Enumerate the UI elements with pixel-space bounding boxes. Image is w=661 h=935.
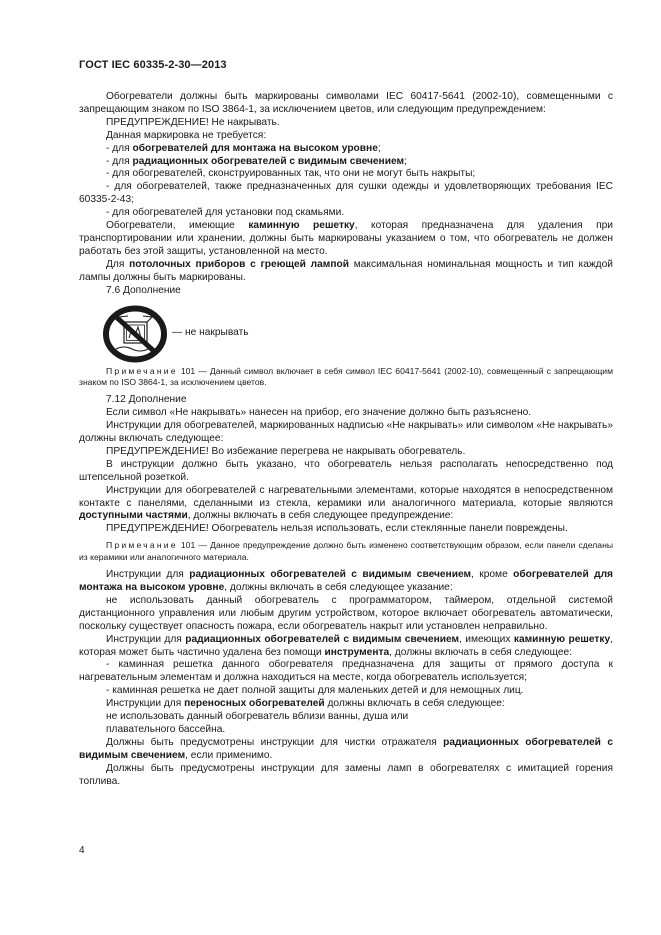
paragraph: В инструкции должно быть указано, что обогреватель нельзя располагать непосредственно под штепсельной розеткой. <box>79 458 613 483</box>
paragraph: Если символ «Не накрывать» нанесен на прибор, его значение должно быть разъяснено. <box>106 407 532 419</box>
list-item: - каминная решетка данного обогревателя предназначена для защиты от прямого доступа к нагревательным элементам и должна находиться на месте, когда обогреватель используется; <box>79 659 613 684</box>
paragraph-text: , которая предназначена для удаления при транспортировании или хранении, должны быть маркированы указанием о том, что обогреватель не должен работать без этой защиты, установленной на место. <box>79 220 613 257</box>
warning-text: ПРЕДУПРЕЖДЕНИЕ! Не накрывать. <box>106 116 280 128</box>
paragraph-text: максимальная номинальная мощность и тип каждой лампы должны быть маркированы. <box>79 258 613 283</box>
note-text: 101 — Данное предупреждение должно быть изменено соответствующим образом, если панели сделаны из керамики или аналогичного материала. <box>79 540 613 562</box>
paragraph: не использовать данный обогреватель вблизи ванны, душа или <box>106 711 409 723</box>
list-text: - для <box>106 155 133 167</box>
document-header: ГОСТ IEC 60335-2-30—2013 <box>79 59 227 71</box>
list-text: - для <box>106 142 133 154</box>
paragraph: Должны быть предусмотрены инструкции для замены ламп в обогревателях с имитацией горения топлива. <box>79 762 613 787</box>
list-item: - каминная решетка не дает полной защиты для маленьких детей и для немощных лиц. <box>106 685 524 697</box>
warning-text: ПРЕДУПРЕЖДЕНИЕ! Во избежание перегрева не накрывать обогреватель. <box>106 445 466 457</box>
paragraph-text: , имеющих <box>459 633 514 645</box>
paragraph: не использовать данный обогреватель с программатором, таймером, отдельной системой дистанционного управления или любым другим устройством, которое включает обогреватель автоматически, поскольку существует опасность пожара, если обогреватель накрыт или установлен неправильно. <box>79 594 613 632</box>
paragraph-text: должны включать в себя следующее: <box>324 698 505 710</box>
defined-term: доступными частями <box>79 510 188 522</box>
section-heading: 7.6 Дополнение <box>106 284 181 296</box>
paragraph <box>79 569 613 595</box>
list-item: - для обогревателей, также предназначенных для сушки одежды и удовлетворяющих требования IEC 60335-2-43; <box>79 181 613 206</box>
page-number: 4 <box>79 845 85 856</box>
paragraph-text: , должны включать в себя следующее предупреждение: <box>187 510 454 522</box>
paragraph-text: Инструкции для обогревателей с нагревательными элементами, которые находятся в непосредственном контакте с панелями, сделанными из стекла, керамики или аналогичного материала, которые являются <box>79 484 613 509</box>
note-label: Примечание <box>106 540 178 551</box>
paragraph-text: , должны включать в себя следующее: <box>389 646 573 658</box>
paragraph-text: , если применимо. <box>185 749 273 761</box>
note-text: 101 — Данный символ включает в себя символ IEC 60417-5641 (2002-10), совмещенный с запрещающим знаком по ISO 3864-1, за исключением цветов. <box>79 365 613 387</box>
defined-term: каминную решетку <box>513 633 611 645</box>
paragraph <box>79 220 613 259</box>
paragraph <box>79 737 613 763</box>
list-text: ; <box>377 142 381 154</box>
section-heading: 7.12 Дополнение <box>106 394 187 406</box>
paragraph <box>79 698 613 711</box>
defined-term: обогревателей для монтажа на высоком уровне <box>132 142 378 154</box>
defined-term: радиационных обогревателей с видимым свечением <box>185 633 460 645</box>
defined-term: радиационных обогревателей с видимым свечением <box>79 736 613 761</box>
paragraph <box>79 259 613 285</box>
note <box>79 366 613 389</box>
defined-term: каминную решетку <box>248 220 355 232</box>
list-item <box>79 143 613 156</box>
do-not-cover-symbol-icon <box>102 305 168 363</box>
paragraph: Обогреватели должны быть маркированы символами IEC 60417-5641 (2002-10), совмещенными с запрещающим знаком по ISO 3864-1, за исключением цветов, или следующим предупреждением: <box>79 91 613 115</box>
paragraph: Данная маркировка не требуется: <box>106 129 267 141</box>
defined-term: радиационных обогревателей с видимым свечением <box>189 569 472 581</box>
list-item <box>79 156 613 169</box>
symbol-caption: — не накрывать <box>172 326 249 338</box>
symbol-figure <box>79 298 613 366</box>
paragraph-text: Инструкции для <box>106 633 186 645</box>
defined-term: инструмента <box>324 646 390 658</box>
paragraph-text: , должны включать в себя следующее указание: <box>224 582 453 593</box>
paragraph <box>79 634 613 660</box>
defined-term: обогревателей для монтажа на высоком уровне <box>79 569 613 593</box>
paragraph: плавательного бассейна. <box>106 723 226 735</box>
paragraph <box>79 485 613 524</box>
list-item: - для обогревателей для установки под скамьями. <box>106 207 345 219</box>
paragraph-text: Для <box>106 258 130 270</box>
document-body <box>79 91 613 789</box>
paragraph-text: , которая может быть частично удалена без помощи <box>79 633 614 658</box>
paragraph-text: Обогреватели, имеющие <box>106 220 249 232</box>
defined-term: переносных обогревателей <box>184 698 325 710</box>
list-text: ; <box>404 155 407 167</box>
defined-term: радиационных обогревателей с видимым свечением <box>132 155 405 167</box>
paragraph-text: Должны быть предусмотрены инструкции для чистки отражателя <box>106 736 444 748</box>
paragraph-text: , кроме <box>471 569 514 581</box>
warning-text: ПРЕДУПРЕЖДЕНИЕ! Обогреватель нельзя использовать, если стеклянные панели повреждены. <box>106 523 568 535</box>
note <box>79 540 613 563</box>
list-item: - для обогревателей, сконструированных так, что они не могут быть накрыты; <box>106 168 476 180</box>
paragraph: Инструкции для обогревателей, маркированных надписью «Не накрывать» или символом «Не накрывать» должны включать следующее: <box>79 420 613 445</box>
paragraph-text: Инструкции для <box>106 569 190 581</box>
paragraph-text: Инструкции для <box>106 698 185 710</box>
defined-term: потолочных приборов с греющей лампой <box>129 258 349 270</box>
note-label: Примечание <box>106 365 178 376</box>
